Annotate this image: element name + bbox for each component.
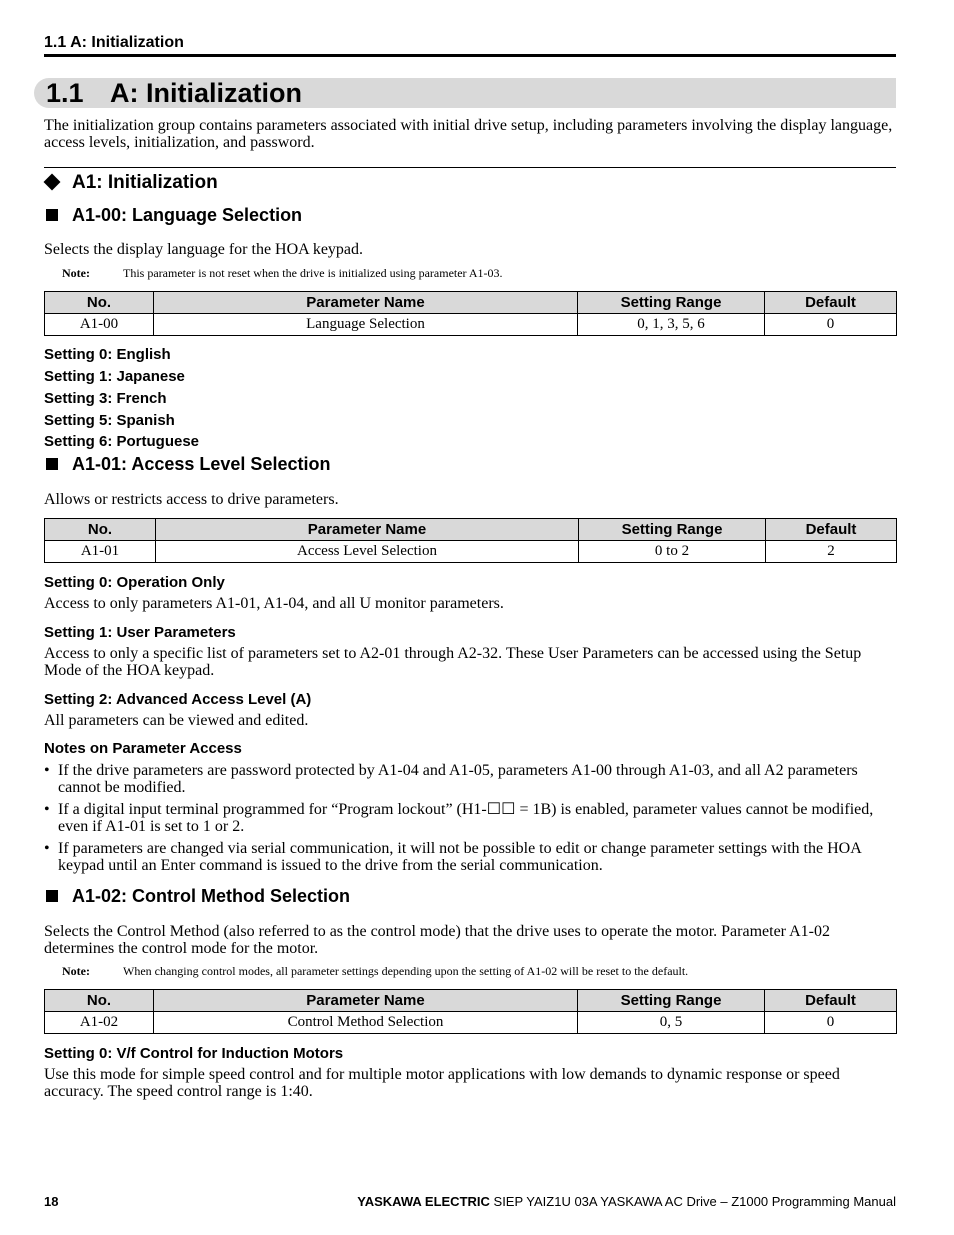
a1-00-description: Selects the display language for the HOA keypad. [44, 241, 364, 258]
intro-rule [44, 167, 896, 168]
a1-01-setting-0-text: Access to only parameters A1-01, A1-04, and all U monitor parameters. [44, 595, 504, 612]
cell-parameter-name: Control Method Selection [154, 1012, 578, 1034]
header-parameter-name: Parameter Name [156, 519, 579, 541]
list-item [44, 801, 900, 835]
header-parameter-name: Parameter Name [154, 292, 578, 314]
square-bullet-icon [46, 890, 58, 902]
running-head: 1.1 A: Initialization [44, 34, 184, 51]
a1-00-heading-text: A1-00: Language Selection [72, 205, 303, 225]
table-header-row [45, 292, 897, 314]
header-default: Default [766, 519, 897, 541]
a1-01-setting-2-text: All parameters can be viewed and edited. [44, 712, 309, 729]
cell-parameter-name: Language Selection [154, 314, 578, 336]
a1-00-setting-0: Setting 0: English [44, 346, 171, 363]
bullet-dot: • [44, 762, 50, 779]
a1-01-description: Allows or restricts access to drive parameters. [44, 491, 339, 508]
a1-01-setting-2-title: Setting 2: Advanced Access Level (A) [44, 691, 312, 708]
a1-02-heading-text: A1-02: Control Method Selection [72, 886, 351, 906]
note-label: Note: [62, 964, 90, 978]
header-rule [44, 54, 896, 57]
cell-no: A1-01 [45, 541, 156, 563]
cell-setting-range: 0 to 2 [579, 541, 766, 563]
a1-00-setting-5: Setting 5: Spanish [44, 412, 175, 429]
cell-setting-range: 0, 1, 3, 5, 6 [578, 314, 765, 336]
footer-document-info [357, 1194, 896, 1209]
a1-02-parameter-table [44, 989, 897, 1034]
header-default: Default [765, 292, 897, 314]
cell-setting-range: 0, 5 [578, 1012, 765, 1034]
cell-no: A1-02 [45, 1012, 154, 1034]
section-title-band [34, 78, 896, 108]
table-row [45, 314, 897, 336]
section-title: A: Initialization [110, 78, 302, 108]
header-setting-range: Setting Range [578, 990, 765, 1012]
a1-01-heading-text: A1-01: Access Level Selection [72, 454, 331, 474]
bullet-text: If a digital input terminal programmed for “Program lockout” (H1-☐☐ = 1B) is enabled, parameter values cannot be modified, even if A1-01 is set to 1 or 2. [58, 801, 874, 835]
a1-00-setting-3: Setting 3: French [44, 390, 167, 407]
page-number: 18 [44, 1194, 59, 1209]
cell-default: 0 [765, 1012, 897, 1034]
header-no: No. [45, 990, 154, 1012]
group-heading-text: A1: Initialization [72, 172, 218, 193]
bullet-text: If parameters are changed via serial communication, it will not be possible to edit or change parameter settings with the HOA keypad until an Enter command is issued to the drive from the serial communication. [58, 840, 861, 874]
a1-01-parameter-table [44, 518, 897, 563]
section-intro: The initialization group contains parameters associated with initial drive setup, including parameters involving the display language, access levels, initialization, and password. [44, 117, 893, 151]
bullet-dot: • [44, 840, 50, 857]
note-text: This parameter is not reset when the drive is initialized using parameter A1-03. [123, 266, 503, 280]
list-item [44, 762, 900, 796]
a1-00-parameter-table [44, 291, 897, 336]
a1-01-setting-0-title: Setting 0: Operation Only [44, 574, 225, 591]
a1-01-setting-1-text: Access to only a specific list of parameters set to A2-01 through A2-32. These User Parameters can be accessed using the Setup Mode of the HOA keypad. [44, 645, 862, 679]
header-setting-range: Setting Range [579, 519, 766, 541]
note-text: When changing control modes, all parameter settings depending upon the setting of A1-02 will be reset to the default. [123, 964, 689, 978]
header-setting-range: Setting Range [578, 292, 765, 314]
header-parameter-name: Parameter Name [154, 990, 578, 1012]
note-label: Note: [62, 266, 90, 280]
header-default: Default [765, 990, 897, 1012]
section-number: 1.1 [46, 78, 84, 108]
table-row [45, 1012, 897, 1034]
a1-02-setting-0-title: Setting 0: V/f Control for Induction Motors [44, 1045, 344, 1062]
header-no: No. [45, 519, 156, 541]
cell-default: 2 [766, 541, 897, 563]
square-bullet-icon [46, 209, 58, 221]
cell-no: A1-00 [45, 314, 154, 336]
table-header-row [45, 519, 897, 541]
cell-parameter-name: Access Level Selection [156, 541, 579, 563]
footer-brand: YASKAWA ELECTRIC [357, 1194, 490, 1209]
a1-00-setting-6: Setting 6: Portuguese [44, 433, 200, 450]
square-bullet-icon [46, 458, 58, 470]
a1-02-setting-0-text: Use this mode for simple speed control and for multiple motor applications with low demands to dynamic response or speed accuracy. The speed control range is 1:40. [44, 1066, 840, 1100]
notes-on-parameter-access-title: Notes on Parameter Access [44, 740, 242, 757]
bullet-text: If the drive parameters are password protected by A1-04 and A1-05, parameters A1-00 through A1-03, and all A2 parameters cannot be modified. [58, 762, 858, 796]
bullet-dot: • [44, 801, 50, 818]
table-row [45, 541, 897, 563]
a1-02-description: Selects the Control Method (also referred to as the control mode) that the drive uses to operate the motor. Parameter A1-02 determines the control mode for the motor. [44, 923, 830, 957]
footer-doc-title: SIEP YAIZ1U 03A YASKAWA AC Drive – Z1000 Programming Manual [489, 1194, 896, 1209]
a1-01-setting-1-title: Setting 1: User Parameters [44, 624, 236, 641]
cell-default: 0 [765, 314, 897, 336]
header-no: No. [45, 292, 154, 314]
table-header-row [45, 990, 897, 1012]
diamond-icon [44, 174, 61, 191]
a1-00-setting-1: Setting 1: Japanese [44, 368, 185, 385]
list-item [44, 840, 900, 874]
